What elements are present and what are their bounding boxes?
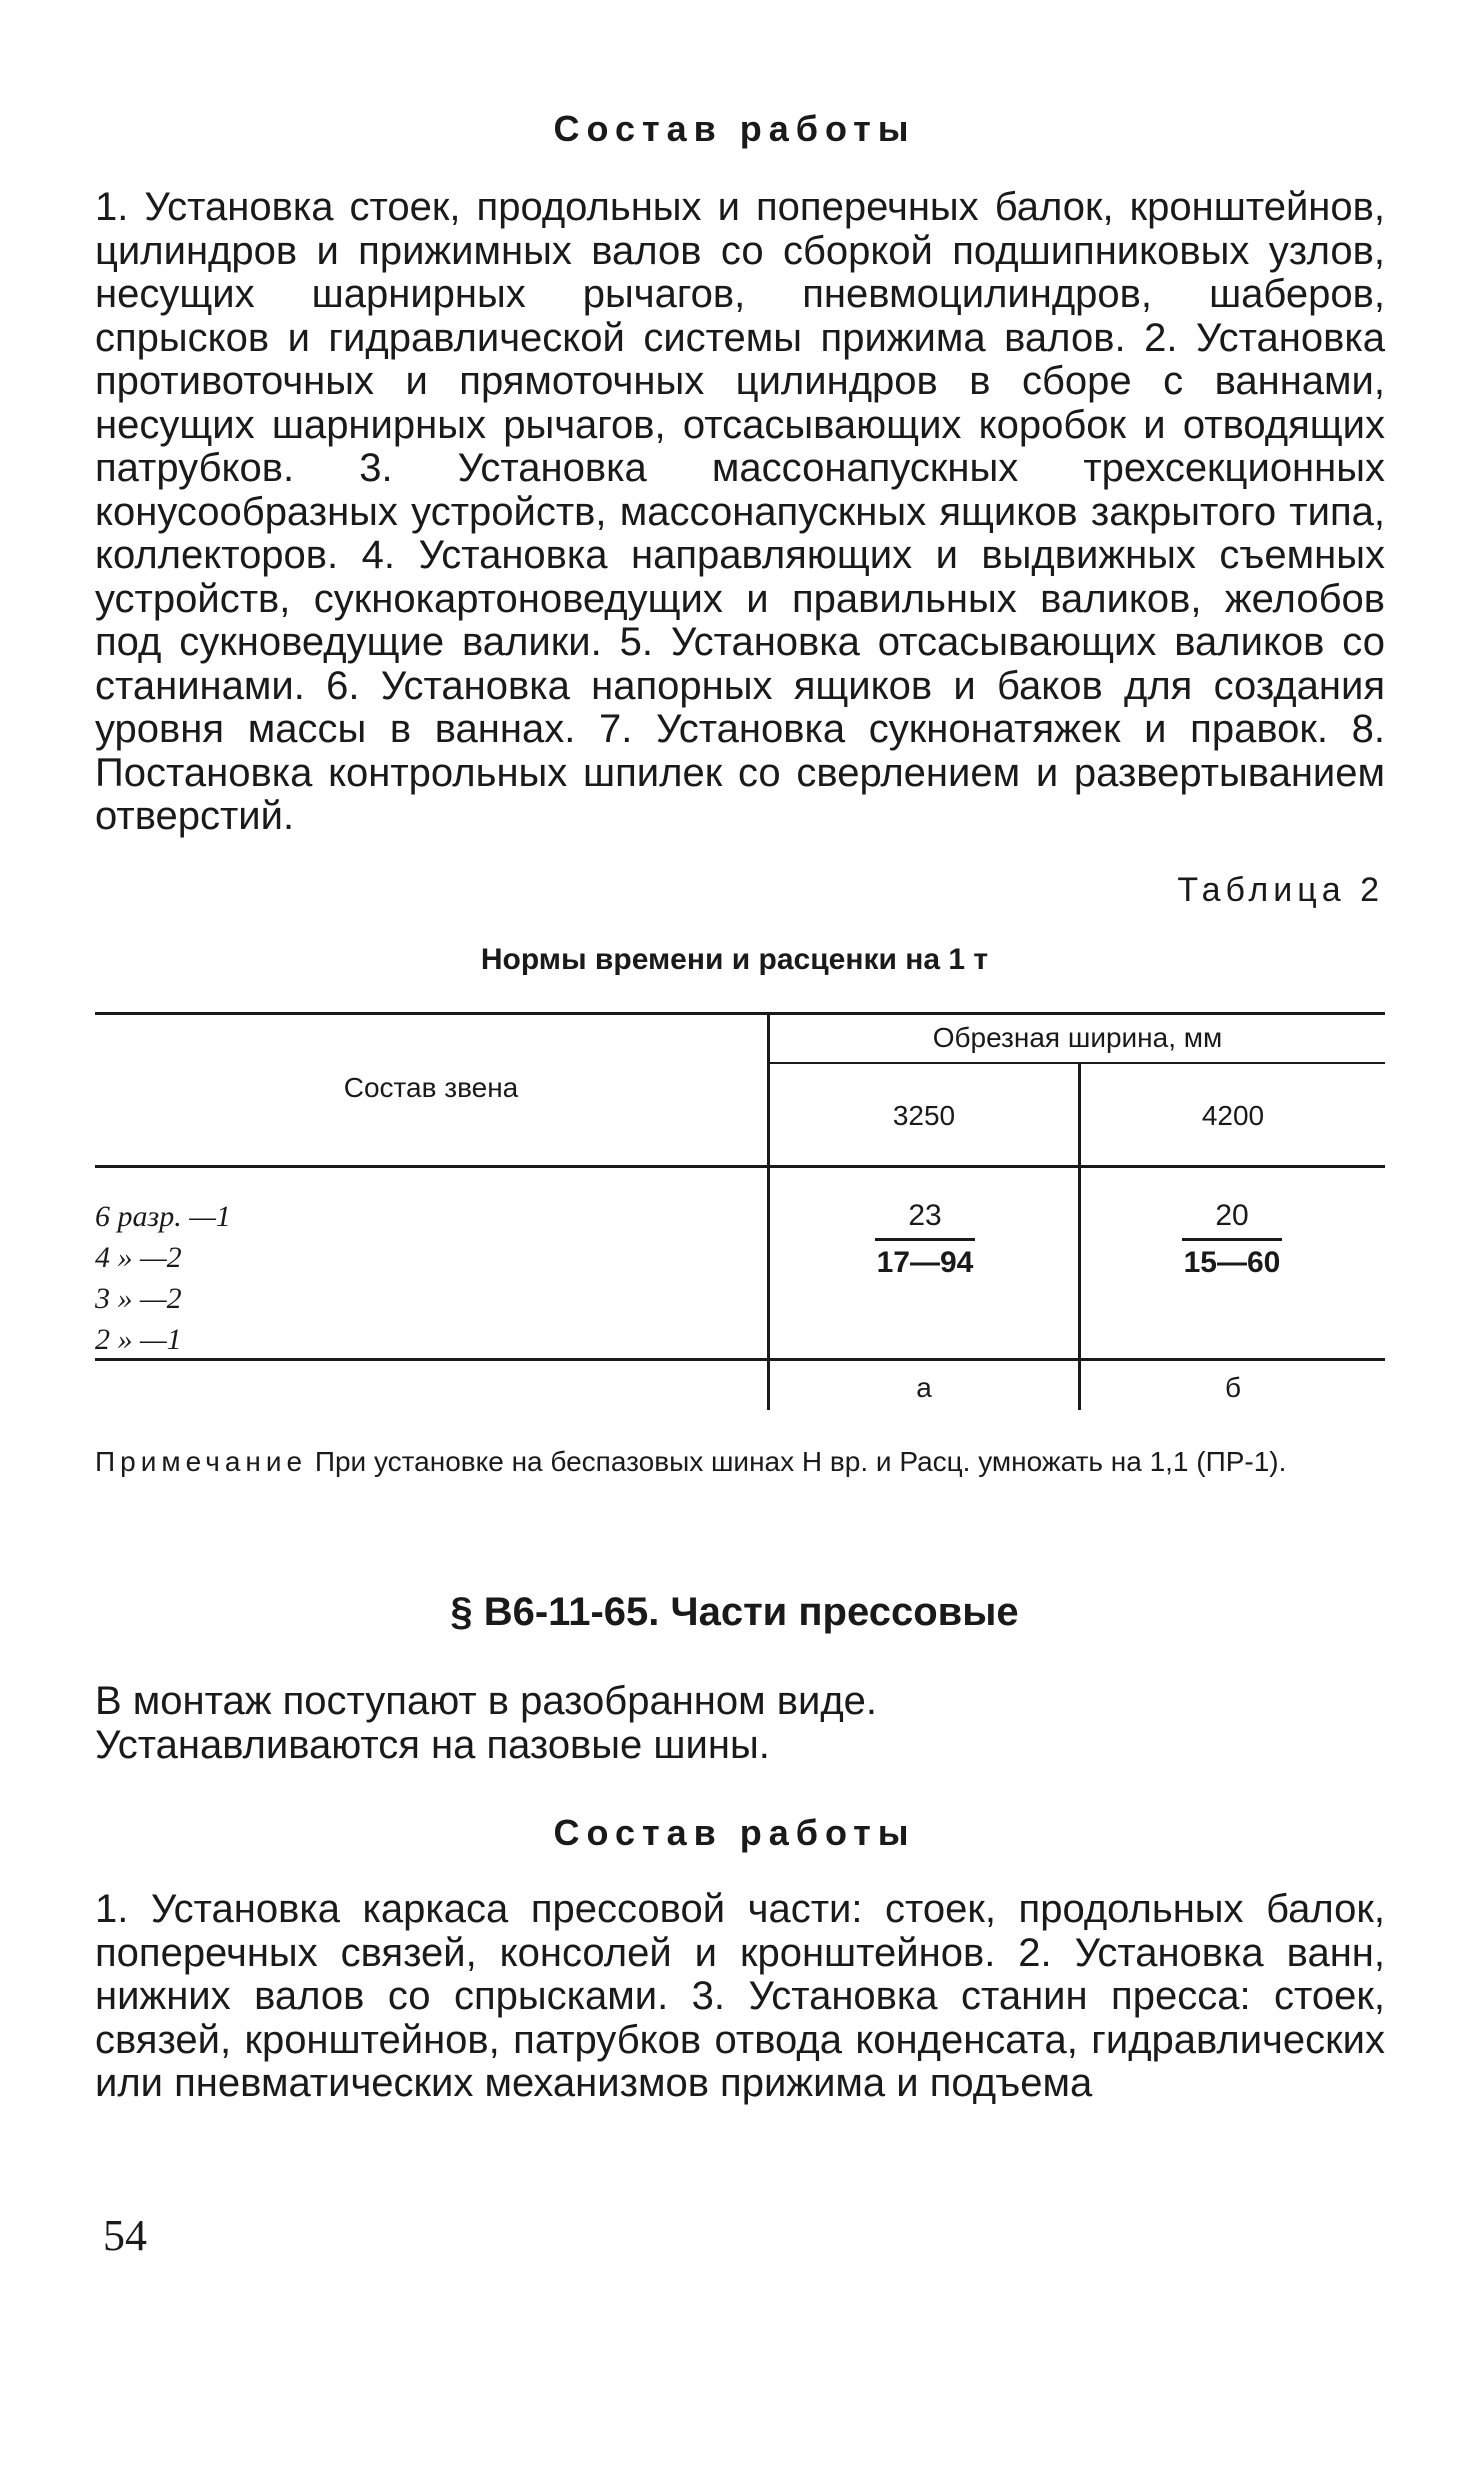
time-norm: 20 [1215, 1199, 1249, 1232]
column-letter-b: б [1224, 1372, 1242, 1403]
table-divider-main [767, 1012, 770, 1410]
rate-value: 17—94 [876, 1246, 974, 1279]
work-composition-paragraph: 1. Установка стоек, продольных и поперечных балок, кронштейнов, цилиндров и прижимных валов со сборкой подшипниковых узлов, несущих шарнирных рычагов, пневмоцилиндров, шаберов, спрысков и гидравлической системы прижима валов. 2. Установка противоточных и прямоточных цилиндров в сборе с ваннами, несущих шарнирных рычагов, отсасывающих коробок и отводящих патрубков. 3. Установка массонапускных трехсекционных конусообразных устройств, массонапускных ящиков закрытого типа, коллекторов. 4. Установка направляющих и выдвижных съемных устройств, сукнокартоноведущих и правильных валиков, желобов под сукноведущие валики. 5. Установка отсасывающих валиков со станинами. 6. Установка напорных ящиков и баков для создания уровня массы в ваннах. 7. Установка сукнонатяжек и правок. 8. Постановка контрольных шпилек со сверлением и развертыванием отверстий. [95, 185, 1385, 838]
value-cell-4200 [1177, 1196, 1287, 1283]
fraction-bar [875, 1238, 975, 1241]
section-title: § В6-11-65. Части прессовые [450, 1590, 1019, 1634]
page-number: 54 [103, 2211, 147, 2260]
crew-line: 6 разр. —1 [95, 1200, 231, 1233]
time-norm: 23 [908, 1199, 942, 1232]
note-lead: Примечание [95, 1446, 308, 1477]
work-composition-heading-2: Состав работы [553, 1812, 916, 1853]
work-composition-paragraph-2: 1. Установка каркаса прессовой части: стоек, продольных балок, поперечных связей, консолей и кронштейнов. 2. Установка ванн, нижних валов со спрысками. 3. Установка станин пресса: стоек, связей, кронштейнов, патрубков отвода конденсата, гидравлических или пневматических механизмов прижима и подъема [95, 1887, 1385, 2105]
crew-line: 3 » —2 [95, 1282, 182, 1315]
table-body-rule [95, 1358, 1385, 1361]
work-composition-heading: Состав работы [553, 108, 916, 149]
value-cell-3250 [870, 1196, 980, 1283]
rate-value: 15—60 [1183, 1246, 1281, 1279]
fraction-bar [1182, 1238, 1282, 1241]
intro-line-1: В монтаж поступают в разобранном виде. [95, 1679, 878, 1723]
intro-line-2: Устанавливаются на пазовые шины. [95, 1723, 770, 1767]
crew-line: 2 » —1 [95, 1323, 182, 1356]
note-text: При установке на беспазовых шинах Н вр. и Расц. умножать на 1,1 (ПР-1). [307, 1446, 1287, 1477]
table-top-rule [95, 1012, 1385, 1015]
table-title: Нормы времени и расценки на 1 т [480, 943, 989, 976]
table-label: Таблица 2 [1177, 871, 1384, 909]
table-header-rule [95, 1165, 1385, 1168]
column-header-3250: 3250 [892, 1100, 956, 1131]
table-note [95, 1440, 1385, 1484]
crew-line: 4 » —2 [95, 1241, 182, 1274]
crew-composition-list [95, 1196, 231, 1360]
column-header-4200: 4200 [1201, 1100, 1265, 1131]
width-group-header: Обрезная ширина, мм [932, 1022, 1223, 1053]
crew-header: Состав звена [343, 1072, 519, 1103]
column-letter-a: а [916, 1372, 932, 1403]
table-group-rule [767, 1062, 1385, 1064]
